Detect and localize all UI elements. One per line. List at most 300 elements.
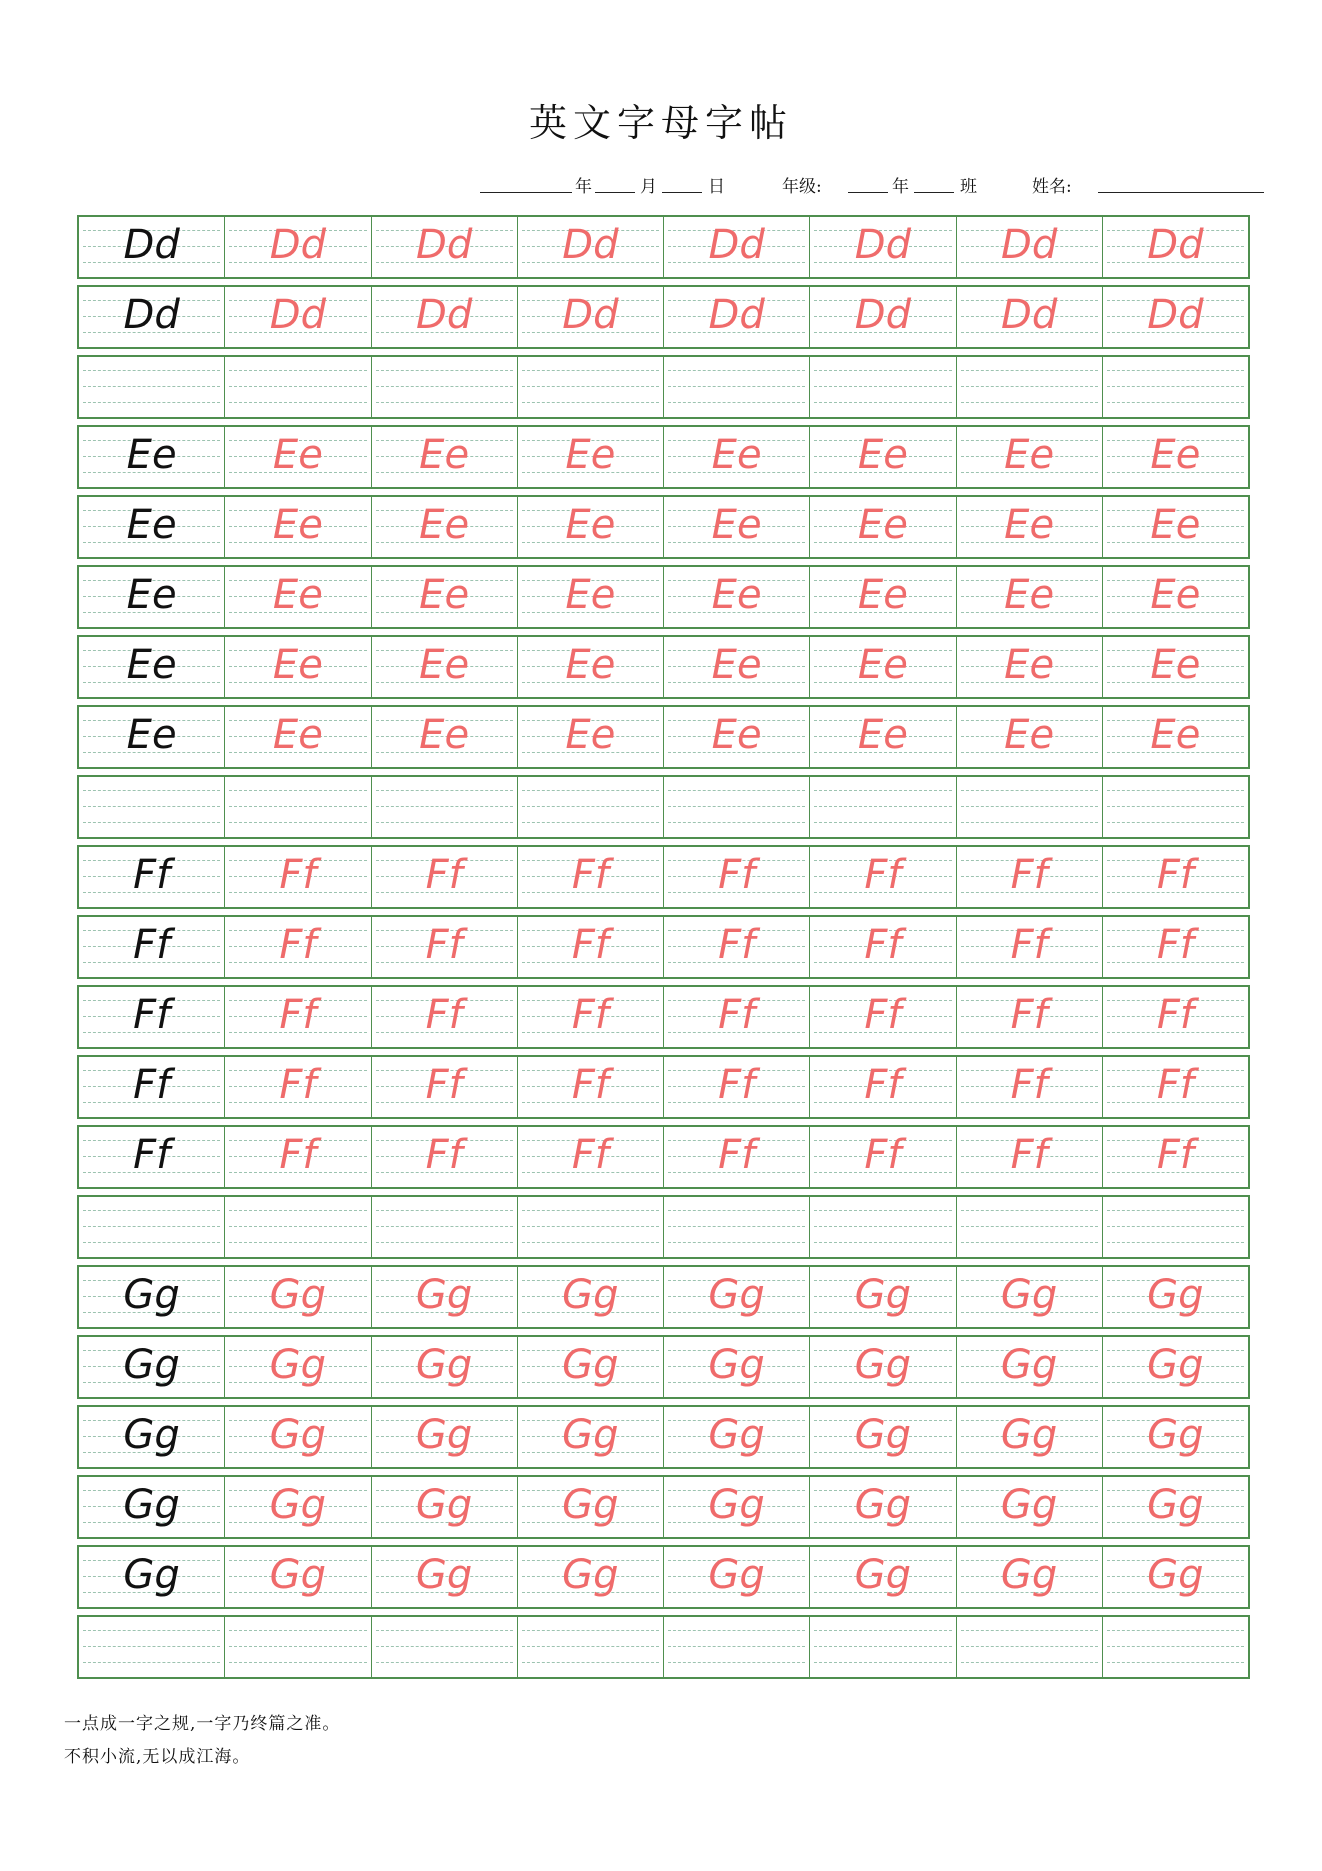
- practice-cell[interactable]: [957, 987, 1103, 1047]
- trace-letter: Ee: [565, 572, 616, 618]
- practice-cell[interactable]: [518, 1337, 664, 1397]
- practice-cell[interactable]: [225, 1617, 371, 1677]
- trace-letter: Dd: [269, 292, 326, 338]
- class-blank[interactable]: [914, 172, 954, 193]
- trace-letter: Ee: [565, 502, 616, 548]
- practice-cell[interactable]: [957, 917, 1103, 977]
- practice-cell[interactable]: [1103, 847, 1248, 907]
- practice-cell[interactable]: [79, 567, 225, 627]
- practice-cell[interactable]: [518, 1127, 664, 1187]
- practice-cell[interactable]: [810, 217, 956, 277]
- practice-cell[interactable]: [1103, 497, 1248, 557]
- guide-line: [961, 1662, 1098, 1663]
- practice-cell[interactable]: [1103, 1197, 1248, 1257]
- trace-letter: Dd: [854, 292, 911, 338]
- date-year-blank[interactable]: [480, 172, 572, 193]
- practice-cell[interactable]: [664, 1477, 810, 1537]
- trace-letter: Gg: [854, 1412, 912, 1458]
- trace-letter: Gg: [562, 1482, 619, 1528]
- practice-cell[interactable]: [1103, 1267, 1248, 1327]
- practice-cell[interactable]: [225, 357, 371, 417]
- practice-cell[interactable]: [664, 1337, 810, 1397]
- guide-line: [814, 1662, 951, 1663]
- guide-line: [1107, 386, 1244, 387]
- name-blank[interactable]: [1098, 172, 1264, 193]
- guide-line: [668, 1226, 805, 1227]
- practice-cell[interactable]: [1103, 1127, 1248, 1187]
- practice-cell[interactable]: [225, 1267, 371, 1327]
- guide-line: [961, 1242, 1098, 1243]
- trace-letter: Gg: [1147, 1482, 1204, 1528]
- trace-letter: Ee: [1150, 572, 1201, 618]
- trace-letter: Ee: [1004, 642, 1055, 688]
- practice-cell[interactable]: [664, 847, 810, 907]
- model-letter: Ee: [126, 712, 177, 758]
- trace-letter: Ff: [571, 992, 609, 1038]
- practice-cell[interactable]: [957, 707, 1103, 767]
- practice-cell[interactable]: [225, 917, 371, 977]
- trace-letter: Gg: [1147, 1412, 1204, 1458]
- practice-cell[interactable]: [225, 637, 371, 697]
- practice-cell[interactable]: [79, 917, 225, 977]
- practice-cell[interactable]: [957, 847, 1103, 907]
- practice-cell[interactable]: [1103, 1337, 1248, 1397]
- practice-cell[interactable]: [957, 1057, 1103, 1117]
- practice-cell[interactable]: [372, 567, 518, 627]
- practice-cell[interactable]: [1103, 217, 1248, 277]
- guide-line: [961, 806, 1098, 807]
- practice-cell[interactable]: [79, 1127, 225, 1187]
- practice-cell[interactable]: [664, 917, 810, 977]
- practice-row-Ee: [77, 705, 1250, 769]
- guide-line: [522, 370, 659, 371]
- practice-cell[interactable]: [518, 1267, 664, 1327]
- trace-letter: Gg: [562, 1342, 619, 1388]
- trace-letter: Dd: [1147, 292, 1204, 338]
- practice-cell[interactable]: [79, 497, 225, 557]
- practice-cell[interactable]: [372, 217, 518, 277]
- trace-letter: Ff: [1156, 992, 1194, 1038]
- practice-cell[interactable]: [664, 1267, 810, 1327]
- trace-letter: Ee: [1004, 712, 1055, 758]
- practice-cell[interactable]: [372, 637, 518, 697]
- practice-cell[interactable]: [664, 427, 810, 487]
- practice-cell[interactable]: [79, 847, 225, 907]
- trace-letter: Ee: [272, 712, 323, 758]
- practice-cell[interactable]: [79, 637, 225, 697]
- guide-line: [814, 1646, 951, 1647]
- practice-cell[interactable]: [79, 427, 225, 487]
- trace-letter: Ee: [272, 502, 323, 548]
- guide-line: [668, 1210, 805, 1211]
- practice-cell[interactable]: [1103, 917, 1248, 977]
- practice-cell[interactable]: [518, 987, 664, 1047]
- guide-line: [522, 822, 659, 823]
- practice-cell[interactable]: [810, 427, 956, 487]
- trace-letter: Ee: [1150, 642, 1201, 688]
- practice-cell[interactable]: [79, 1547, 225, 1607]
- practice-cell[interactable]: [664, 497, 810, 557]
- guide-line: [376, 790, 513, 791]
- trace-letter: Ff: [425, 1132, 463, 1178]
- guide-line: [814, 806, 951, 807]
- trace-letter: Ff: [864, 852, 902, 898]
- practice-cell[interactable]: [664, 637, 810, 697]
- trace-letter: Ff: [279, 852, 317, 898]
- practice-cell[interactable]: [664, 357, 810, 417]
- practice-cell[interactable]: [79, 707, 225, 767]
- practice-cell[interactable]: [79, 1337, 225, 1397]
- practice-cell[interactable]: [810, 917, 956, 977]
- practice-cell[interactable]: [79, 987, 225, 1047]
- guide-line: [961, 386, 1098, 387]
- trace-letter: Ff: [425, 922, 463, 968]
- practice-cell[interactable]: [225, 1407, 371, 1467]
- trace-letter: Dd: [416, 292, 473, 338]
- practice-cell[interactable]: [518, 637, 664, 697]
- practice-cell[interactable]: [79, 287, 225, 347]
- date-day-blank[interactable]: [662, 172, 702, 193]
- trace-letter: Ff: [1010, 1062, 1048, 1108]
- practice-cell[interactable]: [957, 497, 1103, 557]
- practice-cell[interactable]: [810, 1267, 956, 1327]
- guide-line: [229, 1242, 366, 1243]
- trace-letter: Ff: [864, 922, 902, 968]
- page-title: 英文字母字帖: [528, 101, 793, 145]
- practice-cell[interactable]: [518, 1197, 664, 1257]
- trace-letter: Ee: [857, 642, 908, 688]
- guide-line: [229, 1226, 366, 1227]
- month-label: 月: [640, 177, 657, 197]
- practice-cell[interactable]: [79, 1617, 225, 1677]
- practice-cell[interactable]: [225, 777, 371, 837]
- practice-cell[interactable]: [810, 777, 956, 837]
- trace-letter: Ee: [857, 502, 908, 548]
- trace-letter: Ee: [565, 432, 616, 478]
- model-letter: Gg: [123, 1272, 180, 1318]
- practice-cell[interactable]: [225, 1547, 371, 1607]
- practice-cell[interactable]: [664, 987, 810, 1047]
- practice-cell[interactable]: [810, 1337, 956, 1397]
- practice-cell[interactable]: [372, 1337, 518, 1397]
- practice-cell[interactable]: [79, 1197, 225, 1257]
- model-letter: Dd: [123, 292, 180, 338]
- practice-cell[interactable]: [372, 987, 518, 1047]
- guide-line: [229, 386, 366, 387]
- trace-letter: Ee: [419, 432, 470, 478]
- practice-cell[interactable]: [664, 567, 810, 627]
- practice-cell[interactable]: [957, 1127, 1103, 1187]
- practice-cell[interactable]: [957, 217, 1103, 277]
- practice-cell[interactable]: [1103, 1617, 1248, 1677]
- trace-letter: Ee: [565, 642, 616, 688]
- practice-cell[interactable]: [518, 917, 664, 977]
- practice-cell[interactable]: [957, 1267, 1103, 1327]
- guide-line: [522, 1210, 659, 1211]
- practice-cell[interactable]: [664, 1617, 810, 1677]
- model-letter: Ff: [133, 992, 171, 1038]
- practice-cell[interactable]: [79, 357, 225, 417]
- practice-cell[interactable]: [957, 357, 1103, 417]
- practice-cell[interactable]: [372, 917, 518, 977]
- practice-cell[interactable]: [372, 847, 518, 907]
- guide-line: [376, 806, 513, 807]
- trace-letter: Gg: [269, 1342, 327, 1388]
- practice-cell[interactable]: [372, 1477, 518, 1537]
- practice-cell[interactable]: [372, 427, 518, 487]
- practice-cell[interactable]: [79, 1407, 225, 1467]
- practice-cell[interactable]: [810, 1197, 956, 1257]
- practice-cell[interactable]: [225, 847, 371, 907]
- practice-cell[interactable]: [957, 1477, 1103, 1537]
- guide-line: [83, 806, 220, 807]
- practice-cell[interactable]: [810, 497, 956, 557]
- practice-cell[interactable]: [372, 1057, 518, 1117]
- trace-letter: Ee: [1150, 502, 1201, 548]
- practice-cell[interactable]: [372, 497, 518, 557]
- practice-cell[interactable]: [1103, 1477, 1248, 1537]
- practice-cell[interactable]: [518, 707, 664, 767]
- practice-cell[interactable]: [518, 217, 664, 277]
- practice-cell[interactable]: [225, 497, 371, 557]
- practice-cell[interactable]: [372, 287, 518, 347]
- practice-cell[interactable]: [225, 567, 371, 627]
- practice-cell[interactable]: [518, 427, 664, 487]
- practice-cell[interactable]: [1103, 1057, 1248, 1117]
- trace-letter: Ee: [272, 572, 323, 618]
- trace-letter: Dd: [562, 292, 619, 338]
- practice-cell[interactable]: [810, 357, 956, 417]
- practice-cell[interactable]: [810, 1407, 956, 1467]
- practice-row-Dd: [77, 285, 1250, 349]
- date-month-blank[interactable]: [595, 172, 635, 193]
- trace-letter: Gg: [854, 1552, 912, 1598]
- practice-cell[interactable]: [1103, 637, 1248, 697]
- practice-cell[interactable]: [372, 1267, 518, 1327]
- trace-letter: Gg: [1147, 1552, 1204, 1598]
- practice-cell[interactable]: [518, 1057, 664, 1117]
- trace-letter: Dd: [854, 222, 911, 268]
- practice-cell[interactable]: [957, 1337, 1103, 1397]
- practice-cell[interactable]: [664, 707, 810, 767]
- practice-cell[interactable]: [957, 1407, 1103, 1467]
- trace-letter: Ff: [279, 1132, 317, 1178]
- trace-letter: Ee: [272, 642, 323, 688]
- guide-line: [1107, 806, 1244, 807]
- practice-cell[interactable]: [372, 1617, 518, 1677]
- guide-line: [961, 370, 1098, 371]
- trace-letter: Dd: [1001, 222, 1058, 268]
- practice-cell[interactable]: [810, 1127, 956, 1187]
- practice-cell[interactable]: [957, 637, 1103, 697]
- practice-cell[interactable]: [79, 1267, 225, 1327]
- trace-letter: Ff: [1156, 922, 1194, 968]
- practice-cell[interactable]: [518, 777, 664, 837]
- practice-cell[interactable]: [810, 637, 956, 697]
- trace-letter: Gg: [854, 1272, 912, 1318]
- practice-cell[interactable]: [957, 287, 1103, 347]
- practice-cell[interactable]: [225, 217, 371, 277]
- practice-row-Gg: [77, 1265, 1250, 1329]
- guide-line: [1107, 402, 1244, 403]
- practice-cell[interactable]: [810, 287, 956, 347]
- trace-letter: Gg: [415, 1552, 473, 1598]
- practice-cell[interactable]: [372, 1127, 518, 1187]
- blank-practice-row: [77, 1195, 1250, 1259]
- guide-line: [1107, 370, 1244, 371]
- year-label: 年: [575, 177, 592, 197]
- practice-cell[interactable]: [225, 1337, 371, 1397]
- practice-cell[interactable]: [810, 987, 956, 1047]
- practice-cell[interactable]: [810, 567, 956, 627]
- trace-letter: Ff: [1010, 922, 1048, 968]
- practice-cell[interactable]: [518, 287, 664, 347]
- guide-line: [814, 1210, 951, 1211]
- trace-letter: Ff: [279, 1062, 317, 1108]
- guide-line: [83, 402, 220, 403]
- practice-cell[interactable]: [1103, 987, 1248, 1047]
- practice-cell[interactable]: [664, 1407, 810, 1467]
- student-info-line: [480, 172, 1270, 198]
- trace-letter: Ff: [1010, 1132, 1048, 1178]
- trace-letter: Ee: [272, 432, 323, 478]
- trace-letter: Gg: [1000, 1412, 1058, 1458]
- practice-cell[interactable]: [79, 1477, 225, 1537]
- class-label: 班: [960, 177, 977, 197]
- practice-cell[interactable]: [664, 1057, 810, 1117]
- guide-line: [229, 1662, 366, 1663]
- model-letter: Ee: [126, 432, 177, 478]
- practice-cell[interactable]: [664, 217, 810, 277]
- guide-line: [229, 1210, 366, 1211]
- model-letter: Dd: [123, 222, 180, 268]
- practice-cell[interactable]: [810, 1477, 956, 1537]
- guide-line: [668, 370, 805, 371]
- practice-cell[interactable]: [518, 567, 664, 627]
- practice-cell[interactable]: [518, 357, 664, 417]
- practice-cell[interactable]: [79, 1057, 225, 1117]
- trace-letter: Ff: [571, 852, 609, 898]
- trace-letter: Ee: [857, 572, 908, 618]
- model-letter: Ee: [126, 572, 177, 618]
- trace-letter: Gg: [1147, 1272, 1204, 1318]
- practice-cell[interactable]: [518, 497, 664, 557]
- trace-letter: Ff: [1156, 1132, 1194, 1178]
- guide-line: [1107, 822, 1244, 823]
- practice-cell[interactable]: [225, 1477, 371, 1537]
- guide-line: [961, 790, 1098, 791]
- guide-line: [668, 806, 805, 807]
- practice-cell[interactable]: [810, 707, 956, 767]
- practice-cell[interactable]: [79, 777, 225, 837]
- practice-cell[interactable]: [957, 427, 1103, 487]
- guide-line: [814, 1630, 951, 1631]
- guide-line: [814, 402, 951, 403]
- practice-cell[interactable]: [664, 287, 810, 347]
- practice-cell[interactable]: [1103, 707, 1248, 767]
- guide-line: [376, 370, 513, 371]
- practice-cell[interactable]: [810, 847, 956, 907]
- practice-cell[interactable]: [225, 1197, 371, 1257]
- practice-cell[interactable]: [518, 1547, 664, 1607]
- practice-cell[interactable]: [372, 357, 518, 417]
- practice-cell[interactable]: [664, 777, 810, 837]
- practice-cell[interactable]: [518, 847, 664, 907]
- practice-cell[interactable]: [957, 777, 1103, 837]
- practice-cell[interactable]: [372, 707, 518, 767]
- practice-cell[interactable]: [810, 1057, 956, 1117]
- practice-cell[interactable]: [1103, 777, 1248, 837]
- guide-line: [1107, 1662, 1244, 1663]
- practice-cell[interactable]: [225, 1057, 371, 1117]
- practice-cell[interactable]: [372, 1197, 518, 1257]
- practice-cell[interactable]: [225, 1127, 371, 1187]
- trace-letter: Gg: [562, 1412, 619, 1458]
- practice-cell[interactable]: [957, 1617, 1103, 1677]
- practice-cell[interactable]: [225, 427, 371, 487]
- practice-cell[interactable]: [664, 1547, 810, 1607]
- trace-letter: Ee: [419, 502, 470, 548]
- guide-line: [961, 1210, 1098, 1211]
- practice-cell[interactable]: [518, 1617, 664, 1677]
- practice-cell[interactable]: [372, 1407, 518, 1467]
- guide-line: [83, 1226, 220, 1227]
- guide-line: [814, 790, 951, 791]
- model-letter: Ee: [126, 502, 177, 548]
- practice-cell[interactable]: [372, 1547, 518, 1607]
- practice-cell[interactable]: [957, 567, 1103, 627]
- practice-cell[interactable]: [518, 1407, 664, 1467]
- practice-row-Ff: [77, 1125, 1250, 1189]
- practice-cell[interactable]: [225, 287, 371, 347]
- practice-cell[interactable]: [810, 1617, 956, 1677]
- practice-cell[interactable]: [957, 1547, 1103, 1607]
- trace-letter: Gg: [708, 1342, 765, 1388]
- practice-cell[interactable]: [1103, 567, 1248, 627]
- trace-letter: Ee: [857, 712, 908, 758]
- practice-cell[interactable]: [1103, 287, 1248, 347]
- practice-cell[interactable]: [225, 987, 371, 1047]
- trace-letter: Ee: [1150, 432, 1201, 478]
- guide-line: [229, 822, 366, 823]
- grade-year-blank[interactable]: [848, 172, 888, 193]
- practice-cell[interactable]: [1103, 1407, 1248, 1467]
- practice-cell[interactable]: [664, 1127, 810, 1187]
- guide-line: [522, 386, 659, 387]
- practice-cell[interactable]: [518, 1477, 664, 1537]
- practice-row-Gg: [77, 1335, 1250, 1399]
- trace-letter: Ff: [425, 852, 463, 898]
- practice-cell[interactable]: [79, 217, 225, 277]
- trace-letter: Gg: [708, 1482, 765, 1528]
- grade-year-label: 年: [892, 177, 909, 197]
- practice-cell[interactable]: [810, 1547, 956, 1607]
- practice-cell[interactable]: [225, 707, 371, 767]
- trace-letter: Ff: [1010, 852, 1048, 898]
- practice-cell[interactable]: [1103, 357, 1248, 417]
- practice-cell[interactable]: [664, 1197, 810, 1257]
- practice-cell[interactable]: [957, 1197, 1103, 1257]
- trace-letter: Ff: [571, 922, 609, 968]
- practice-cell[interactable]: [1103, 427, 1248, 487]
- trace-letter: Gg: [1000, 1342, 1058, 1388]
- grade-label: 年级:: [782, 177, 822, 197]
- guide-line: [1107, 1210, 1244, 1211]
- guide-line: [1107, 1630, 1244, 1631]
- practice-cell[interactable]: [1103, 1547, 1248, 1607]
- guide-line: [814, 1226, 951, 1227]
- practice-cell[interactable]: [372, 777, 518, 837]
